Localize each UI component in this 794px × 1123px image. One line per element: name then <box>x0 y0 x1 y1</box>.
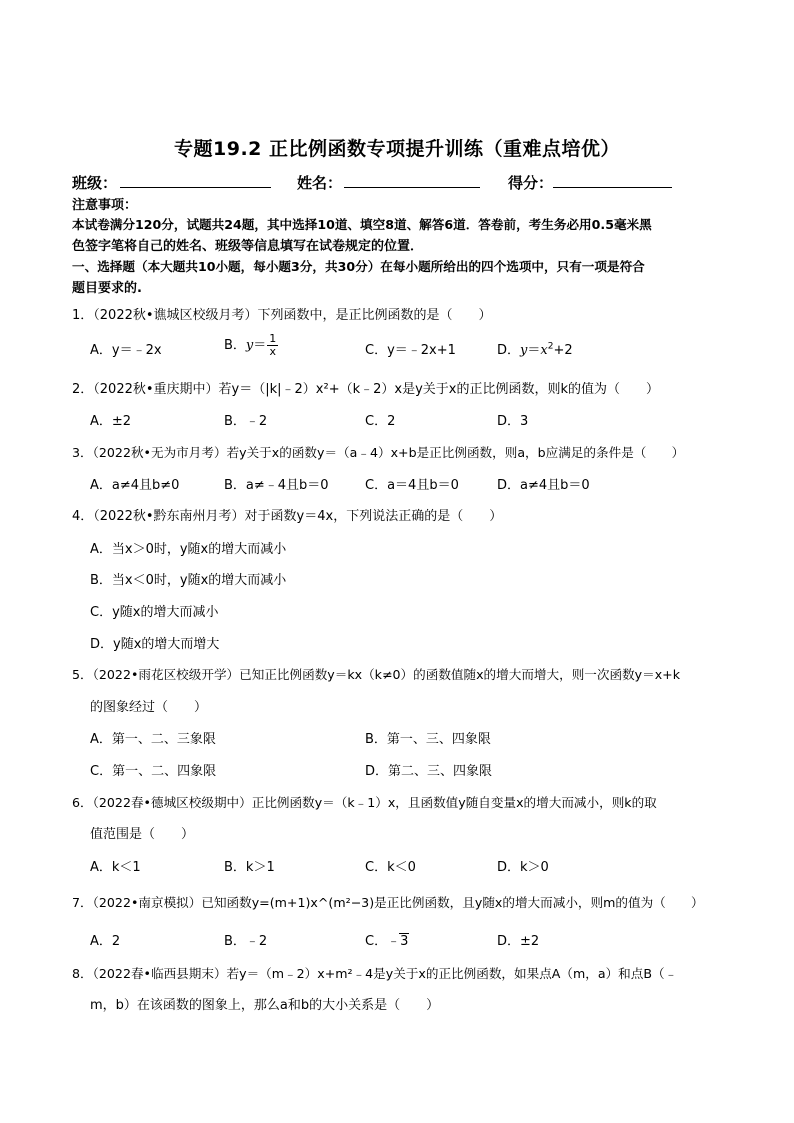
question-source: （2022•南京模拟） <box>92 895 202 910</box>
q5-option-c[interactable]: C．第一、二、四象限 <box>90 764 217 779</box>
q3-option-b[interactable]: B．a≠﹣4且b＝0 <box>224 478 329 493</box>
section-heading-line-2: 题目要求的. <box>72 281 142 296</box>
q6-option-b[interactable]: B．k＞1 <box>224 860 275 875</box>
q4-option-c[interactable]: C．y随x的增大而减小 <box>90 605 219 620</box>
q7-option-c[interactable]: C．﹣3 <box>365 934 409 949</box>
q5-option-a[interactable]: A．第一、二、三象限 <box>90 732 216 747</box>
q3-option-c[interactable]: C．a＝4且b＝0 <box>365 478 459 493</box>
question-6-continued: 值范围是（ ） <box>90 827 195 842</box>
name-label: 姓名： <box>297 174 343 192</box>
q6-option-d[interactable]: D．k＞0 <box>497 860 549 875</box>
q3-option-d[interactable]: D．a≠4且b＝0 <box>497 478 590 493</box>
q7-option-d[interactable]: D．±2 <box>497 934 540 949</box>
class-blank[interactable] <box>120 187 271 188</box>
question-source: （2022秋•重庆期中） <box>93 382 219 397</box>
q3-option-a[interactable]: A．a≠4且b≠0 <box>90 478 180 493</box>
q5-option-d[interactable]: D．第二、三、四象限 <box>365 764 493 779</box>
score-label: 得分： <box>508 174 554 192</box>
question-source: （2022秋•谯城区校级月考） <box>93 308 258 323</box>
question-stem: 已知正比例函数y＝kx（k≠0）的函数值随x的增大而增大，则一次函数y＝x+k <box>239 667 681 682</box>
question-stem: 正比例函数y＝（k﹣1）x，且函数值y随自变量x的增大而减小，则k的取 <box>251 795 657 810</box>
question-5 <box>72 664 680 683</box>
question-number: 1． <box>72 308 94 323</box>
q1-option-d[interactable]: D．$y=x^2+2$ <box>497 341 573 358</box>
question-number: 7． <box>72 895 93 910</box>
question-source: （2022春•临西县期末） <box>92 966 227 981</box>
question-3 <box>72 442 684 461</box>
notice-heading: 注意事项： <box>72 198 138 213</box>
q1-option-a[interactable]: A．y＝﹣2x <box>90 343 162 358</box>
question-7 <box>72 892 704 911</box>
question-stem: 已知函数y=(m+1)x^(m²−3)是正比例函数，且y随x的增大而减小，则m的值为（ ） <box>201 895 704 910</box>
question-stem: 若y＝（m﹣2）x+m²﹣4是y关于x的正比例函数，如果点A（m，a）和点B（﹣ <box>226 966 678 981</box>
q7-option-b[interactable]: B．﹣2 <box>224 934 268 949</box>
q2-option-d[interactable]: D．3 <box>497 414 529 429</box>
document-title: 专题19.2 正比例函数专项提升训练（重难点培优） <box>174 138 620 160</box>
question-number: 8． <box>72 966 93 981</box>
question-stem: 若y＝（|k|﹣2）x²+（k﹣2）x是y关于x的正比例函数，则k的值为（ ） <box>218 382 660 397</box>
q2-option-a[interactable]: A．±2 <box>90 414 132 429</box>
class-label: 班级： <box>72 174 118 192</box>
score-blank[interactable] <box>553 187 672 188</box>
notice-line-2: 色签字笔将自己的姓名、班级等信息填写在试卷规定的位置． <box>72 239 424 254</box>
q4-option-d[interactable]: D．y随x的增大而增大 <box>90 637 220 652</box>
q5-option-b[interactable]: B．第一、三、四象限 <box>365 732 491 747</box>
q6-option-c[interactable]: C．k＜0 <box>365 860 416 875</box>
name-blank[interactable] <box>344 187 480 188</box>
q1-option-c[interactable]: C．y＝﹣2x+1 <box>365 343 456 358</box>
question-6 <box>72 792 657 811</box>
q2-option-c[interactable]: C．2 <box>365 414 396 429</box>
question-number: 2． <box>72 382 94 397</box>
question-number: 4． <box>72 509 94 524</box>
question-4 <box>72 505 502 524</box>
question-8 <box>72 963 677 982</box>
q2-option-b[interactable]: B．﹣2 <box>224 414 268 429</box>
question-stem: 下列函数中，是正比例函数的是（ ） <box>257 308 492 323</box>
section-heading-line-1: 一、选择题（本大题共10小题，每小题3分，共30分）在每小题所给出的四个选项中，只有一项是符合 <box>72 259 645 274</box>
question-source: （2022秋•黔东南州月考） <box>93 509 245 524</box>
q4-option-b[interactable]: B．当x＜0时，y随x的增大而减小 <box>90 573 287 588</box>
question-2 <box>72 378 659 397</box>
question-number: 5． <box>72 667 93 682</box>
question-number: 3． <box>72 445 93 460</box>
q6-option-a[interactable]: A．k＜1 <box>90 860 141 875</box>
notice-line-1: 本试卷满分120分，试题共24题，其中选择10道、填空8道、解答6道．答卷前，考生务必用0.5毫米黑 <box>72 217 652 232</box>
question-source: （2022•雨花区校级开学） <box>92 667 240 682</box>
question-stem: 对于函数y＝4x，下列说法正确的是（ ） <box>244 509 503 524</box>
q1-option-b[interactable]: B．y＝ $\frac{1}{x}$ <box>224 332 277 358</box>
question-8-continued: m，b）在该函数的图象上，那么a和b的大小关系是（ ） <box>90 998 440 1013</box>
question-number: 6． <box>72 795 93 810</box>
question-1 <box>72 304 492 323</box>
q4-option-a[interactable]: A．当x＞0时，y随x的增大而减小 <box>90 542 287 557</box>
q7-option-a[interactable]: A．2 <box>90 934 121 949</box>
question-source: （2022秋•无为市月考） <box>92 445 227 460</box>
question-stem: 若y关于x的函数y＝（a﹣4）x+b是正比例函数，则a，b应满足的条件是（ ） <box>226 445 685 460</box>
question-5-continued: 的图象经过（ ） <box>90 700 208 715</box>
question-source: （2022春•德城区校级期中） <box>92 795 252 810</box>
